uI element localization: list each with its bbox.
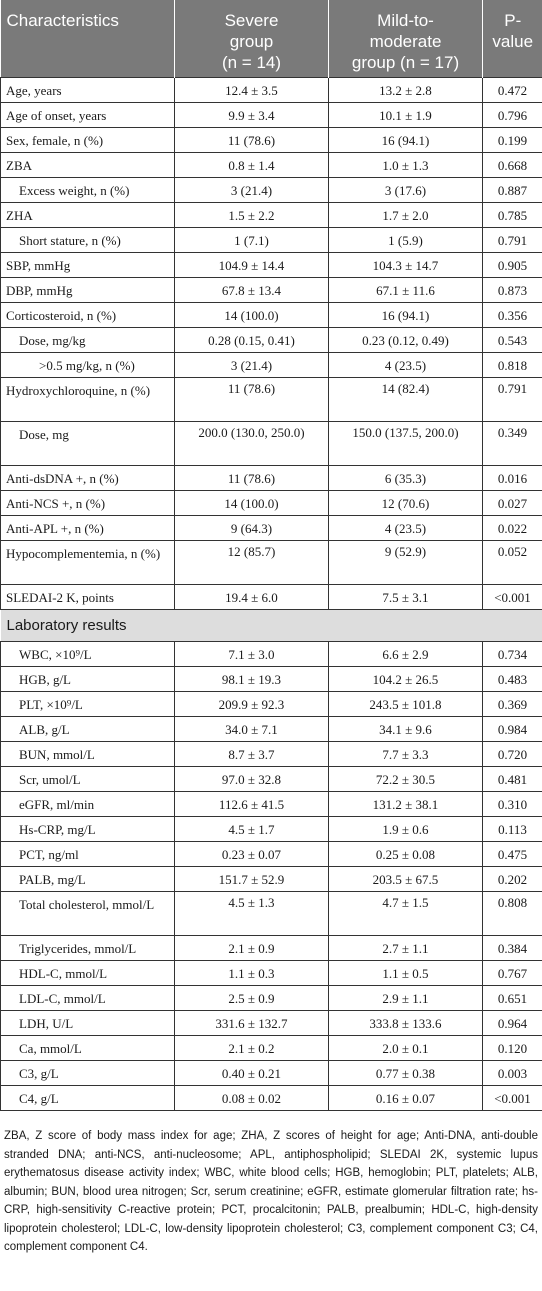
mild-value: 0.25 ± 0.08: [329, 842, 483, 867]
p-value: 0.199: [483, 128, 542, 153]
severe-value: 34.0 ± 7.1: [175, 717, 329, 742]
mild-value: 0.77 ± 0.38: [329, 1061, 483, 1086]
row-label: DBP, mmHg: [1, 278, 175, 303]
table-row: [1, 353, 542, 378]
row-label: Short stature, n (%): [1, 228, 175, 253]
severe-value: 8.7 ± 3.7: [175, 742, 329, 767]
severe-value: 1.1 ± 0.3: [175, 961, 329, 986]
table-row: [1, 103, 542, 128]
mild-value: 243.5 ± 101.8: [329, 692, 483, 717]
table-row: [1, 767, 542, 792]
p-value: 0.003: [483, 1061, 542, 1086]
severe-value: 112.6 ± 41.5: [175, 792, 329, 817]
severe-value: 9 (64.3): [175, 516, 329, 541]
severe-value: 9.9 ± 3.4: [175, 103, 329, 128]
table-row: [1, 742, 542, 767]
p-value: 0.964: [483, 1011, 542, 1036]
mild-value: 1.0 ± 1.3: [329, 153, 483, 178]
severe-value: 12 (85.7): [175, 541, 329, 585]
table-row: [1, 303, 542, 328]
mild-value: 1.1 ± 0.5: [329, 961, 483, 986]
p-value: 0.472: [483, 78, 542, 103]
p-value: 0.734: [483, 642, 542, 667]
mild-value: 9 (52.9): [329, 541, 483, 585]
mild-value: 14 (82.4): [329, 378, 483, 422]
p-value: 0.668: [483, 153, 542, 178]
mild-value: 34.1 ± 9.6: [329, 717, 483, 742]
p-value: 0.785: [483, 203, 542, 228]
table-row: [1, 1061, 542, 1086]
mild-value: 4.7 ± 1.5: [329, 892, 483, 936]
p-value: 0.481: [483, 767, 542, 792]
severe-value: 1.5 ± 2.2: [175, 203, 329, 228]
row-label: Anti-APL +, n (%): [1, 516, 175, 541]
row-label: Dose, mg: [1, 422, 175, 466]
row-label: SBP, mmHg: [1, 253, 175, 278]
severe-value: 0.23 ± 0.07: [175, 842, 329, 867]
table-row: [1, 585, 542, 610]
row-label: HDL-C, mmol/L: [1, 961, 175, 986]
mild-value: 6 (35.3): [329, 466, 483, 491]
row-label: Sex, female, n (%): [1, 128, 175, 153]
mild-value: 131.2 ± 38.1: [329, 792, 483, 817]
mild-value: 2.0 ± 0.1: [329, 1036, 483, 1061]
p-value: 0.796: [483, 103, 542, 128]
row-label: BUN, mmol/L: [1, 742, 175, 767]
table-row: [1, 642, 542, 667]
p-value: 0.356: [483, 303, 542, 328]
row-label: PALB, mg/L: [1, 867, 175, 892]
table-row: [1, 1036, 542, 1061]
p-value: 0.349: [483, 422, 542, 466]
table-row: [1, 203, 542, 228]
p-value: 0.905: [483, 253, 542, 278]
table-row: [1, 892, 542, 936]
table-row: [1, 253, 542, 278]
severe-value: 2.1 ± 0.2: [175, 1036, 329, 1061]
p-value: 0.887: [483, 178, 542, 203]
mild-value: 203.5 ± 67.5: [329, 867, 483, 892]
p-value: 0.475: [483, 842, 542, 867]
row-label: Corticosteroid, n (%): [1, 303, 175, 328]
mild-value: 1 (5.9): [329, 228, 483, 253]
severe-value: 11 (78.6): [175, 466, 329, 491]
section-row: [1, 610, 542, 642]
severe-value: 331.6 ± 132.7: [175, 1011, 329, 1036]
row-label: PLT, ×10⁹/L: [1, 692, 175, 717]
p-value: 0.202: [483, 867, 542, 892]
table-row: [1, 867, 542, 892]
row-label: Anti-dsDNA +, n (%): [1, 466, 175, 491]
p-value: 0.022: [483, 516, 542, 541]
p-value: 0.873: [483, 278, 542, 303]
severe-value: 2.1 ± 0.9: [175, 936, 329, 961]
table-row: [1, 842, 542, 867]
table-row: [1, 78, 542, 103]
severe-value: 14 (100.0): [175, 303, 329, 328]
table-row: [1, 936, 542, 961]
severe-value: 98.1 ± 19.3: [175, 667, 329, 692]
mild-value: 1.7 ± 2.0: [329, 203, 483, 228]
table-row: [1, 1086, 542, 1111]
mild-value: 0.23 (0.12, 0.49): [329, 328, 483, 353]
table-row: [1, 328, 542, 353]
p-value: 0.720: [483, 742, 542, 767]
severe-value: 19.4 ± 6.0: [175, 585, 329, 610]
p-value: 0.310: [483, 792, 542, 817]
row-label: PCT, ng/ml: [1, 842, 175, 867]
table-header-row: [1, 0, 542, 78]
severe-value: 11 (78.6): [175, 128, 329, 153]
severe-value: 3 (21.4): [175, 178, 329, 203]
severe-value: 0.28 (0.15, 0.41): [175, 328, 329, 353]
table-row: [1, 422, 542, 466]
row-label: >0.5 mg/kg, n (%): [1, 353, 175, 378]
mild-value: 2.9 ± 1.1: [329, 986, 483, 1011]
p-value: 0.651: [483, 986, 542, 1011]
p-value: 0.483: [483, 667, 542, 692]
severe-value: 0.8 ± 1.4: [175, 153, 329, 178]
row-label: ALB, g/L: [1, 717, 175, 742]
severe-value: 2.5 ± 0.9: [175, 986, 329, 1011]
severe-value: 4.5 ± 1.3: [175, 892, 329, 936]
p-value: 0.818: [483, 353, 542, 378]
mild-value: 67.1 ± 11.6: [329, 278, 483, 303]
p-value: <0.001: [483, 1086, 542, 1111]
mild-value: 104.2 ± 26.5: [329, 667, 483, 692]
table-row: [1, 1011, 542, 1036]
p-value: 0.120: [483, 1036, 542, 1061]
table-row: [1, 817, 542, 842]
p-value: 0.016: [483, 466, 542, 491]
p-value: 0.791: [483, 378, 542, 422]
severe-value: 67.8 ± 13.4: [175, 278, 329, 303]
mild-value: 7.5 ± 3.1: [329, 585, 483, 610]
row-label: LDL-C, mmol/L: [1, 986, 175, 1011]
table-row: [1, 961, 542, 986]
severe-value: 97.0 ± 32.8: [175, 767, 329, 792]
row-label: WBC, ×10⁹/L: [1, 642, 175, 667]
row-label: C3, g/L: [1, 1061, 175, 1086]
table-row: [1, 228, 542, 253]
row-label: Total cholesterol, mmol/L: [1, 892, 175, 936]
table-row: [1, 278, 542, 303]
table-row: [1, 491, 542, 516]
mild-value: 150.0 (137.5, 200.0): [329, 422, 483, 466]
mild-value: 12 (70.6): [329, 491, 483, 516]
table-row: [1, 153, 542, 178]
mild-value: 10.1 ± 1.9: [329, 103, 483, 128]
severe-value: 151.7 ± 52.9: [175, 867, 329, 892]
characteristics-body: [1, 78, 542, 610]
p-value: 0.384: [483, 936, 542, 961]
row-label: Hs-CRP, mg/L: [1, 817, 175, 842]
row-label: LDH, U/L: [1, 1011, 175, 1036]
p-value: 0.027: [483, 491, 542, 516]
row-label: Anti-NCS +, n (%): [1, 491, 175, 516]
row-label: Excess weight, n (%): [1, 178, 175, 203]
row-label: SLEDAI-2 K, points: [1, 585, 175, 610]
mild-value: 3 (17.6): [329, 178, 483, 203]
mild-value: 4 (23.5): [329, 353, 483, 378]
row-label: Dose, mg/kg: [1, 328, 175, 353]
mild-value: 4 (23.5): [329, 516, 483, 541]
severe-value: 11 (78.6): [175, 378, 329, 422]
header-mild-group: Mild-to- moderate group (n = 17): [329, 0, 483, 78]
row-label: Age, years: [1, 78, 175, 103]
section-label: Laboratory results: [1, 610, 542, 642]
p-value: <0.001: [483, 585, 542, 610]
header-severe-group: Severe group (n = 14): [175, 0, 329, 78]
table-footnote: ZBA, Z score of body mass index for age; ZHA, Z scores of height for age; Anti-DNA, anti-double stranded DNA; anti-NCS, anti-nucleosome; APL, antiphospholipid; SLEDAI 2K, systemic lupus erythematosus disease activity index; WBC, white blood cells; HGB, hemoglobin; PLT, platelets; ALB, albumin; BUN, blood urea nitrogen; Scr, serum creatinine; eGFR, estimate glomerular filtration rate; hs-CRP, high-sensitivity C-reactive protein; PCT, procalcitonin; PALB, prealbumin; HDL-C, high-density lipoprotein cholesterol; LDL-C, low-density lipoprotein cholesterol; C3, complement component C3; C4, complement component C4.: [4, 1130, 538, 1253]
row-label: Ca, mmol/L: [1, 1036, 175, 1061]
p-value: 0.984: [483, 717, 542, 742]
severe-value: 0.40 ± 0.21: [175, 1061, 329, 1086]
table-row: [1, 516, 542, 541]
mild-value: 0.16 ± 0.07: [329, 1086, 483, 1111]
row-label: Age of onset, years: [1, 103, 175, 128]
mild-value: 13.2 ± 2.8: [329, 78, 483, 103]
row-label: C4, g/L: [1, 1086, 175, 1111]
mild-value: 6.6 ± 2.9: [329, 642, 483, 667]
mild-value: 72.2 ± 30.5: [329, 767, 483, 792]
mild-value: 1.9 ± 0.6: [329, 817, 483, 842]
table-row: [1, 466, 542, 491]
severe-value: 1 (7.1): [175, 228, 329, 253]
header-p-value: P-value: [483, 0, 542, 78]
p-value: 0.767: [483, 961, 542, 986]
row-label: ZHA: [1, 203, 175, 228]
mild-value: 16 (94.1): [329, 303, 483, 328]
row-label: ZBA: [1, 153, 175, 178]
p-value: 0.808: [483, 892, 542, 936]
p-value: 0.052: [483, 541, 542, 585]
severe-value: 12.4 ± 3.5: [175, 78, 329, 103]
row-label: HGB, g/L: [1, 667, 175, 692]
table-row: [1, 128, 542, 153]
table-row: [1, 792, 542, 817]
p-value: 0.543: [483, 328, 542, 353]
severe-value: 7.1 ± 3.0: [175, 642, 329, 667]
row-label: Scr, umol/L: [1, 767, 175, 792]
row-label: eGFR, ml/min: [1, 792, 175, 817]
p-value: 0.113: [483, 817, 542, 842]
table-row: [1, 667, 542, 692]
severe-value: 104.9 ± 14.4: [175, 253, 329, 278]
p-value: 0.369: [483, 692, 542, 717]
lab-results-body: [1, 642, 542, 1111]
header-characteristics: Characteristics: [1, 0, 175, 78]
table-row: [1, 178, 542, 203]
mild-value: 333.8 ± 133.6: [329, 1011, 483, 1036]
mild-value: 104.3 ± 14.7: [329, 253, 483, 278]
severe-value: 209.9 ± 92.3: [175, 692, 329, 717]
mild-value: 7.7 ± 3.3: [329, 742, 483, 767]
severe-value: 4.5 ± 1.7: [175, 817, 329, 842]
severe-value: 200.0 (130.0, 250.0): [175, 422, 329, 466]
mild-value: 2.7 ± 1.1: [329, 936, 483, 961]
mild-value: 16 (94.1): [329, 128, 483, 153]
table-row: [1, 986, 542, 1011]
severe-value: 3 (21.4): [175, 353, 329, 378]
table-row: [1, 717, 542, 742]
table-row: [1, 378, 542, 422]
table-row: [1, 692, 542, 717]
row-label: Hydroxychloroquine, n (%): [1, 378, 175, 422]
p-value: 0.791: [483, 228, 542, 253]
row-label: Triglycerides, mmol/L: [1, 936, 175, 961]
row-label: Hypocomplementemia, n (%): [1, 541, 175, 585]
table-row: [1, 541, 542, 585]
severe-value: 0.08 ± 0.02: [175, 1086, 329, 1111]
severe-value: 14 (100.0): [175, 491, 329, 516]
